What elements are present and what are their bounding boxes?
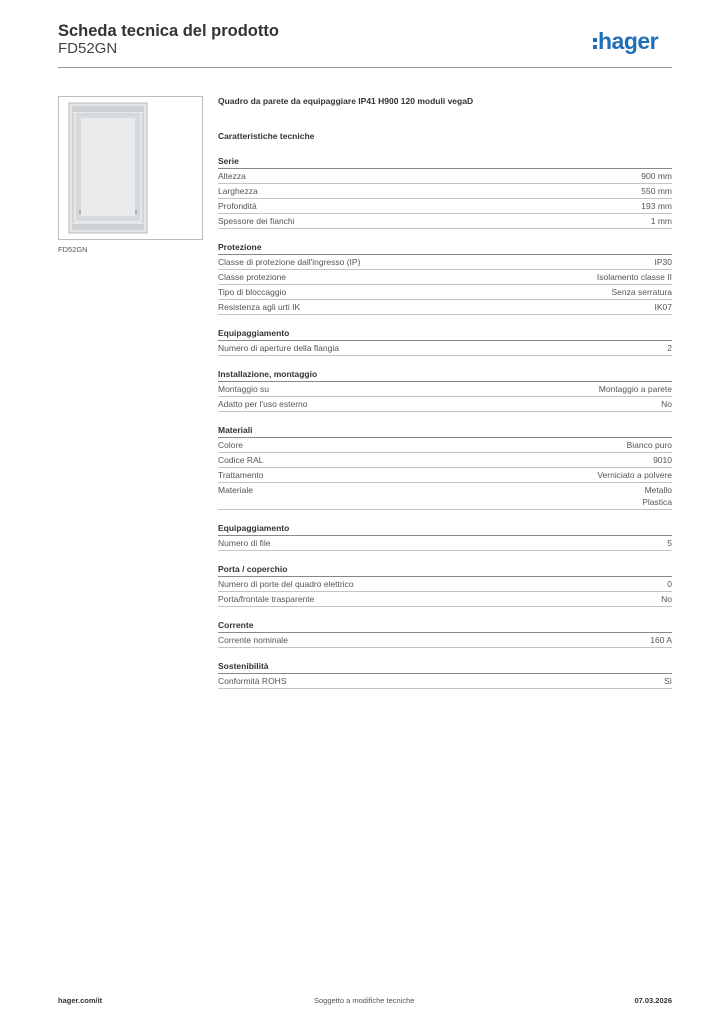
spec-group bbox=[218, 241, 672, 315]
spec-label: Tipo di bloccaggio bbox=[218, 287, 287, 297]
header-divider bbox=[58, 67, 672, 68]
spec-value-line: Verniciato a polvere bbox=[597, 470, 672, 480]
spec-group-title: Porta / coperchio bbox=[218, 563, 672, 577]
spec-row bbox=[218, 577, 672, 592]
spec-value bbox=[597, 469, 672, 481]
spec-value-line: No bbox=[661, 399, 672, 409]
product-description: Quadro da parete da equipaggiare IP41 H900 120 moduli vegaD bbox=[218, 96, 474, 106]
spec-value-line: Senza serratura bbox=[611, 287, 672, 297]
spec-row bbox=[218, 633, 672, 648]
spec-value bbox=[641, 170, 672, 182]
spec-value bbox=[667, 342, 672, 354]
spec-label: Montaggio su bbox=[218, 384, 270, 394]
spec-group-title: Installazione, montaggio bbox=[218, 368, 672, 382]
spec-group bbox=[218, 424, 672, 510]
spec-group-title: Sostenibilità bbox=[218, 660, 672, 674]
spec-label: Trattamento bbox=[218, 470, 264, 480]
spec-label: Classe protezione bbox=[218, 272, 287, 282]
spec-row bbox=[218, 483, 672, 510]
spec-label: Adatto per l'uso esterno bbox=[218, 399, 308, 409]
spec-label: Materiale bbox=[218, 485, 253, 495]
spec-label: Altezza bbox=[218, 171, 246, 181]
spec-label: Larghezza bbox=[218, 186, 258, 196]
spec-group-title: Serie bbox=[218, 155, 672, 169]
footer-note: Soggetto a modifiche tecniche bbox=[314, 996, 415, 1005]
spec-value-line: 550 mm bbox=[641, 186, 672, 196]
spec-group-title: Materiali bbox=[218, 424, 672, 438]
spec-value bbox=[641, 200, 672, 212]
spec-group bbox=[218, 660, 672, 689]
spec-value bbox=[651, 215, 672, 227]
spec-group bbox=[218, 619, 672, 648]
spec-value-line: 2 bbox=[667, 343, 672, 353]
product-image bbox=[58, 96, 203, 240]
spec-row bbox=[218, 199, 672, 214]
spec-row bbox=[218, 468, 672, 483]
spec-value-line: Isolamento classe II bbox=[596, 272, 672, 282]
spec-label: Classe di protezione dall'ingresso (IP) bbox=[218, 257, 361, 267]
spec-value-line: 0 bbox=[667, 579, 672, 589]
spec-value-line: Plastica bbox=[642, 497, 672, 507]
spec-value-line: Montaggio a parete bbox=[598, 384, 672, 394]
spec-group bbox=[218, 563, 672, 607]
spec-row bbox=[218, 382, 672, 397]
spec-value bbox=[627, 439, 672, 451]
spec-row bbox=[218, 438, 672, 453]
spec-value bbox=[655, 301, 673, 313]
spec-label: Numero di porte del quadro elettrico bbox=[218, 579, 354, 589]
characteristics-title: Caratteristiche tecniche bbox=[218, 131, 315, 141]
spec-row bbox=[218, 255, 672, 270]
spec-value bbox=[650, 634, 672, 646]
spec-value bbox=[664, 675, 672, 687]
spec-row bbox=[218, 397, 672, 412]
spec-value bbox=[642, 484, 672, 508]
spec-group-title: Corrente bbox=[218, 619, 672, 633]
spec-row bbox=[218, 453, 672, 468]
spec-row bbox=[218, 214, 672, 229]
spec-label: Porta/frontale trasparente bbox=[218, 594, 315, 604]
spec-row bbox=[218, 285, 672, 300]
spec-value-line: IP30 bbox=[654, 257, 672, 267]
spec-groups bbox=[218, 155, 672, 689]
spec-row bbox=[218, 674, 672, 689]
spec-group-title: Equipaggiamento bbox=[218, 327, 672, 341]
product-code: FD52GN bbox=[58, 40, 118, 57]
spec-row bbox=[218, 300, 672, 315]
spec-group bbox=[218, 327, 672, 356]
spec-label: Profondità bbox=[218, 201, 257, 211]
spec-group bbox=[218, 155, 672, 229]
spec-value bbox=[653, 454, 672, 466]
spec-label: Colore bbox=[218, 440, 244, 450]
footer-date: 07.03.2026 bbox=[634, 996, 672, 1005]
spec-value bbox=[667, 578, 672, 590]
spec-value-line: 1 mm bbox=[650, 216, 672, 226]
spec-value-line: 9010 bbox=[653, 455, 672, 465]
spec-value bbox=[655, 256, 673, 268]
spec-value-line: 160 A bbox=[650, 635, 672, 645]
hager-logo bbox=[592, 26, 674, 58]
spec-row bbox=[218, 169, 672, 184]
spec-value-line: Bianco puro bbox=[626, 440, 672, 450]
spec-group-title: Protezione bbox=[218, 241, 672, 255]
spec-row bbox=[218, 270, 672, 285]
spec-row bbox=[218, 536, 672, 551]
page-footer bbox=[58, 996, 672, 1010]
spec-group-title: Equipaggiamento bbox=[218, 522, 672, 536]
spec-value-line: No bbox=[661, 594, 672, 604]
spec-value bbox=[661, 398, 672, 410]
logo-wordmark: hager bbox=[598, 28, 659, 54]
enclosure-illustration bbox=[59, 97, 202, 239]
spec-label: Spessore dei fianchi bbox=[218, 216, 295, 226]
spec-value-line: 900 mm bbox=[641, 171, 672, 181]
spec-value-line: IK07 bbox=[654, 302, 672, 312]
spec-value bbox=[612, 286, 672, 298]
spec-value-line: Metallo bbox=[644, 485, 672, 495]
spec-value bbox=[641, 185, 672, 197]
image-caption: FD52GN bbox=[58, 245, 88, 254]
page-title: Scheda tecnica del prodotto bbox=[58, 22, 279, 40]
spec-row bbox=[218, 341, 672, 356]
spec-row bbox=[218, 184, 672, 199]
spec-value-line: 5 bbox=[667, 538, 672, 548]
spec-content bbox=[218, 94, 672, 689]
spec-row bbox=[218, 592, 672, 607]
spec-label: Resistenza agli urti IK bbox=[218, 302, 301, 312]
spec-value-line: Sì bbox=[663, 676, 672, 686]
spec-label: Numero di file bbox=[218, 538, 271, 548]
spec-group bbox=[218, 522, 672, 551]
spec-group bbox=[218, 368, 672, 412]
spec-value-line: 193 mm bbox=[641, 201, 672, 211]
spec-label: Corrente nominale bbox=[218, 635, 288, 645]
spec-label: Conformità ROHS bbox=[218, 676, 287, 686]
footer-website[interactable]: hager.com/it bbox=[58, 996, 103, 1005]
spec-value bbox=[597, 271, 672, 283]
spec-value bbox=[599, 383, 672, 395]
spec-value bbox=[667, 537, 672, 549]
spec-value bbox=[661, 593, 672, 605]
spec-label: Numero di aperture della flangia bbox=[218, 343, 339, 353]
spec-label: Codice RAL bbox=[218, 455, 264, 465]
